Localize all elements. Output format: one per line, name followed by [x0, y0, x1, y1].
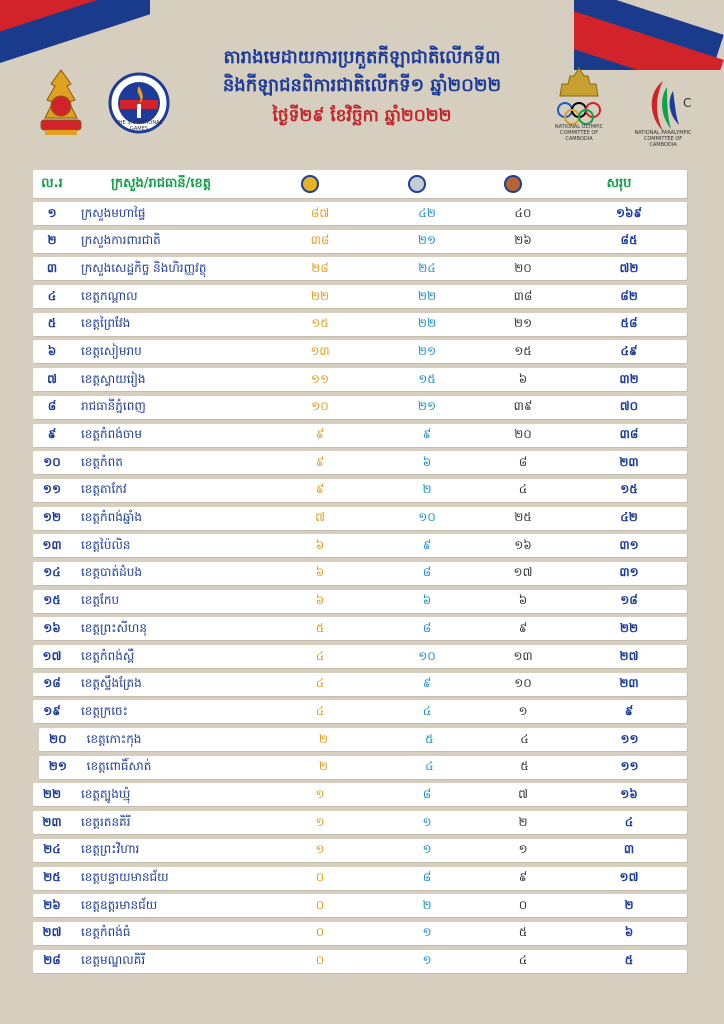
bronze-count: ៤ — [518, 953, 528, 968]
gold-count: ១ — [315, 786, 325, 801]
row-name: រាជធានីភ្នំពេញ — [81, 399, 146, 414]
svg-text:C: C — [683, 96, 692, 110]
total-count: ៣១ — [619, 537, 639, 552]
row-name: ខេត្តសៀមរាប — [81, 343, 142, 358]
silver-count: ១០ — [418, 648, 436, 663]
gold-count: ០ — [315, 925, 325, 940]
total-count: ២៣ — [619, 454, 639, 469]
table-row — [33, 424, 687, 447]
page-title-line2: និងកីឡាជនពិការជាតិលើកទី១ ឆ្នាំ២០២២ — [222, 75, 502, 96]
col-header-bronze — [465, 175, 561, 193]
gold-count: ២២ — [310, 288, 330, 303]
silver-medal-icon — [408, 175, 426, 193]
row-number: ២៧ — [42, 925, 62, 940]
gold-count: ២ — [318, 759, 328, 774]
table-row — [33, 839, 687, 862]
total-count: ១១ — [620, 731, 639, 746]
bronze-count: ១០ — [514, 676, 532, 691]
total-count: ១៦ — [620, 786, 638, 801]
table-row — [33, 811, 687, 834]
row-name: ខេត្តត្បូងឃ្មុំ — [81, 786, 131, 801]
gold-count: ៤ — [315, 703, 325, 718]
silver-count: ២ — [422, 482, 432, 497]
gold-count: ១៣ — [310, 343, 330, 358]
row-number: ២១ — [48, 759, 67, 774]
row-number: ១៧ — [42, 648, 62, 663]
gold-count: ៩ — [315, 482, 325, 497]
row-number: ២ — [47, 233, 57, 248]
table-row — [33, 313, 687, 336]
medal-table — [33, 170, 687, 977]
total-count: ៦ — [624, 925, 634, 940]
row-name: ខេត្តកែប — [81, 593, 120, 608]
silver-count: ២៤ — [418, 260, 436, 275]
silver-count: ១០ — [418, 510, 436, 525]
silver-count: ១ — [422, 814, 432, 829]
bronze-count: ៣៩ — [513, 399, 533, 414]
gold-count: ១០ — [311, 399, 329, 414]
row-name: ខេត្តបាត់ដំបង — [81, 565, 142, 580]
gold-count: ០ — [315, 897, 325, 912]
gold-medal-icon — [301, 175, 319, 193]
noc-label: NATIONAL OLYMPIC COMMITTEE OF CAMBODIA — [554, 124, 604, 142]
silver-count: ២១ — [417, 399, 437, 414]
row-name: ខេត្តកំពត — [81, 454, 123, 469]
bronze-count: ៤០ — [514, 205, 532, 220]
bronze-count: ៨ — [518, 454, 528, 469]
row-number: ១១ — [42, 482, 62, 497]
row-name: ខេត្តកំពង់ឆ្នាំង — [81, 510, 142, 525]
bronze-count: ៤ — [520, 731, 529, 746]
silver-count: ៤ — [425, 759, 434, 774]
row-number: ២០ — [49, 731, 67, 746]
silver-count: ៨ — [422, 565, 432, 580]
bronze-count: ១៣ — [513, 648, 533, 663]
bronze-count: ៧ — [518, 786, 528, 801]
row-number: ២៦ — [43, 897, 61, 912]
row-number: ១៦ — [43, 620, 61, 635]
total-count: ៣ — [623, 842, 635, 857]
gold-count: ២៨ — [311, 260, 329, 275]
silver-count: ៨ — [422, 870, 432, 884]
flag-top-right — [574, 0, 724, 70]
total-count: ៤២ — [620, 510, 638, 525]
silver-count: ២១ — [417, 343, 437, 358]
row-name: ខេត្តក្រចេះ — [81, 703, 128, 718]
table-row — [33, 479, 687, 502]
gold-count: ១ — [315, 814, 325, 829]
bronze-count: ២០ — [514, 427, 532, 441]
silver-count: ៩ — [422, 427, 432, 441]
row-name: ក្រសួងសេដ្ឋកិច្ច និងហិរញ្ញវត្ថុ — [81, 260, 207, 275]
table-row — [33, 451, 687, 474]
table-row — [33, 257, 687, 280]
table-row — [33, 285, 687, 308]
row-name: ខេត្តឧត្តរមានជ័យ — [81, 897, 158, 912]
total-count: ២២ — [619, 620, 639, 635]
gold-count: ៩ — [315, 427, 325, 441]
table-row — [33, 396, 687, 419]
total-count: ២៧ — [619, 648, 639, 663]
row-number: ១៣ — [42, 537, 62, 552]
table-row — [33, 894, 687, 917]
gold-count: ៥ — [315, 620, 325, 635]
table-row — [33, 783, 687, 806]
npc-label: NATIONAL PARALYMPIC COMMITTEE OF CAMBODIA — [634, 130, 692, 148]
row-number: ១៥ — [43, 593, 61, 608]
col-header-no: ល.រ — [41, 175, 63, 191]
row-name: ខេត្តព្រះវិហារ — [81, 842, 140, 857]
row-name: ខេត្តប៉ៃលិន — [81, 537, 131, 552]
silver-count: ២១ — [417, 233, 437, 248]
table-row — [33, 340, 687, 363]
row-number: ៥ — [47, 316, 57, 331]
header-titles — [180, 44, 544, 132]
row-name: ខេត្តរតនគិរី — [81, 814, 131, 829]
row-number: ២២ — [42, 786, 62, 801]
bronze-count: ២ — [518, 814, 528, 829]
gold-count: ០ — [315, 953, 325, 968]
silver-count: ១ — [422, 925, 432, 940]
total-count: ១៧ — [619, 870, 639, 884]
gold-count: ៩ — [315, 454, 325, 469]
silver-count: ៩ — [422, 676, 432, 691]
row-number: ១៨ — [43, 676, 61, 691]
gold-count: ៨៧ — [310, 205, 330, 220]
col-header-total: សរុប — [606, 175, 632, 191]
row-number: ១៤ — [43, 565, 61, 580]
row-number: ២៣ — [42, 814, 62, 829]
bronze-count: ០ — [518, 897, 528, 912]
row-number: ៤ — [47, 288, 57, 303]
row-number: ៧ — [47, 371, 57, 386]
table-row — [33, 534, 687, 557]
bronze-medal-icon — [504, 175, 522, 193]
table-row — [33, 202, 687, 225]
total-count: ៧២ — [619, 260, 639, 275]
table-row — [39, 756, 687, 779]
row-name: ខេត្តស្ទឹងត្រែង — [81, 676, 142, 691]
total-count: ២៣ — [619, 676, 639, 691]
total-count: ៥ — [624, 953, 634, 968]
row-number: ៩ — [47, 427, 57, 441]
row-name: ខេត្តកំពង់ធំ — [81, 925, 131, 940]
gold-count: ៧ — [315, 510, 325, 525]
total-count: ២ — [624, 897, 634, 912]
gold-count: ៦ — [315, 565, 325, 580]
row-number: ១ — [47, 205, 57, 220]
row-number: ១០ — [43, 454, 61, 469]
row-number: ៣ — [46, 260, 58, 275]
row-name: ក្រសួងមហាផ្ទៃ — [81, 205, 146, 220]
row-name: ខេត្តកំពង់ស្ពឺ — [81, 648, 135, 663]
bronze-count: ៣៨ — [513, 288, 533, 303]
row-name: ខេត្តបន្ទាយមានជ័យ — [81, 870, 169, 884]
gold-count: ១១ — [310, 371, 330, 386]
bronze-count: ៤ — [518, 482, 528, 497]
bronze-count: ២៥ — [514, 510, 532, 525]
row-name: ខេត្តកណ្តាល — [81, 288, 138, 303]
bronze-count: ៥ — [520, 759, 529, 774]
bronze-count: ១៥ — [514, 343, 532, 358]
row-number: ២៨ — [43, 953, 61, 968]
col-header-silver — [369, 175, 465, 193]
row-number: ២៤ — [43, 842, 61, 857]
page-title-line1: តារាងមេដាយការប្រកួតកីឡាជាតិលើកទី៣ — [223, 47, 501, 68]
silver-count: ៦ — [422, 593, 432, 608]
total-count: ៣១ — [619, 565, 639, 580]
silver-count: ១ — [422, 953, 432, 968]
table-body — [33, 202, 687, 973]
gold-count: ៤ — [315, 676, 325, 691]
bronze-count: ២៦ — [514, 233, 532, 248]
gold-count: ១៥ — [311, 316, 329, 331]
col-header-gold — [251, 175, 369, 193]
total-count: ៨៥ — [620, 233, 638, 248]
total-count: ១៦៩ — [615, 205, 643, 220]
row-name: ខេត្តមណ្ឌលគិរី — [81, 953, 146, 968]
total-count: ៥៨ — [620, 316, 638, 331]
total-count: ១៨ — [620, 593, 638, 608]
table-row — [33, 562, 687, 585]
silver-count: ២ — [422, 897, 432, 912]
row-name: ខេត្តព្រៃវែង — [81, 316, 131, 331]
table-row — [33, 645, 687, 668]
row-name: ខេត្តកោះកុង — [86, 731, 142, 746]
national-games-logo — [108, 72, 170, 134]
row-number: ២៥ — [43, 870, 61, 884]
bronze-count: ៩ — [518, 870, 528, 884]
table-row — [33, 617, 687, 640]
bronze-count: ៦ — [518, 593, 528, 608]
table-row — [33, 368, 687, 391]
total-count: ១៥ — [620, 482, 638, 497]
gold-count: ៣៨ — [310, 233, 330, 248]
silver-count: ២២ — [417, 288, 437, 303]
silver-count: ៩ — [422, 537, 432, 552]
col-header-name: ក្រសួង/រាជធានី/ខេត្ត — [110, 175, 211, 191]
row-name: ខេត្តស្វាយរៀង — [81, 371, 146, 386]
total-count: ១១ — [620, 759, 639, 774]
gold-count: ៦ — [315, 537, 325, 552]
silver-count: ៨ — [422, 620, 432, 635]
bronze-count: ១ — [518, 703, 528, 718]
table-header-row — [33, 170, 687, 198]
table-row — [33, 673, 687, 696]
silver-count: ១ — [422, 842, 432, 857]
gold-count: ៦ — [315, 593, 325, 608]
row-name: ខេត្តពោធិ៍សាត់ — [86, 759, 152, 774]
total-count: ៨២ — [620, 288, 638, 303]
paralympic-committee-logo — [630, 64, 696, 150]
row-name: ក្រសួងការពារជាតិ — [81, 233, 161, 248]
gold-count: ៤ — [315, 648, 325, 663]
total-count: ៣២ — [619, 371, 639, 386]
ministry-emblem-logo — [30, 66, 92, 138]
table-row — [39, 728, 687, 751]
row-number: ១៩ — [43, 703, 61, 718]
row-name: ខេត្តកំពង់ចាម — [81, 427, 142, 441]
silver-count: ៦ — [422, 454, 432, 469]
silver-count: ៥ — [425, 731, 434, 746]
olympic-committee-logo — [546, 66, 612, 142]
bronze-count: ២០ — [514, 260, 532, 275]
gold-count: ១ — [315, 842, 325, 857]
table-row — [33, 230, 687, 253]
silver-count: ២២ — [417, 316, 437, 331]
gold-count: ២ — [318, 731, 328, 746]
bronze-count: ១៦ — [514, 537, 532, 552]
total-count: ៩ — [624, 703, 634, 718]
total-count: ៣៨ — [619, 427, 639, 441]
total-count: ៧០ — [619, 399, 639, 414]
bronze-count: ៦ — [518, 371, 528, 386]
table-row — [33, 922, 687, 945]
table-row — [33, 700, 687, 723]
silver-count: ៤២ — [418, 205, 436, 220]
table-row — [33, 507, 687, 530]
national-games-label: THE 3rd NATIONAL GAMES — [115, 120, 163, 132]
bronze-count: ៥ — [518, 925, 528, 940]
bronze-count: ១៧ — [513, 565, 533, 580]
row-number: ៨ — [47, 399, 57, 414]
bronze-count: ៩ — [518, 620, 528, 635]
silver-count: ៤ — [422, 703, 432, 718]
total-count: ៤៩ — [620, 343, 638, 358]
bronze-count: ១ — [518, 842, 528, 857]
row-name: ខេត្តតាកែវ — [81, 482, 127, 497]
silver-count: ៨ — [422, 786, 432, 801]
row-number: ១២ — [42, 510, 62, 525]
table-row — [33, 867, 687, 890]
table-row — [33, 950, 687, 973]
row-name: ខេត្តព្រះសីហនុ — [81, 620, 147, 635]
total-count: ៤ — [624, 814, 634, 829]
flag-top-left — [0, 0, 150, 70]
gold-count: ០ — [315, 870, 325, 884]
silver-count: ១៥ — [418, 371, 436, 386]
bronze-count: ២១ — [513, 316, 533, 331]
table-row — [33, 590, 687, 613]
row-number: ៦ — [47, 343, 57, 358]
page-date: ថ្ងៃទី២៩ ខែវិច្ឆិកា ឆ្នាំ២០២២ — [272, 106, 452, 126]
